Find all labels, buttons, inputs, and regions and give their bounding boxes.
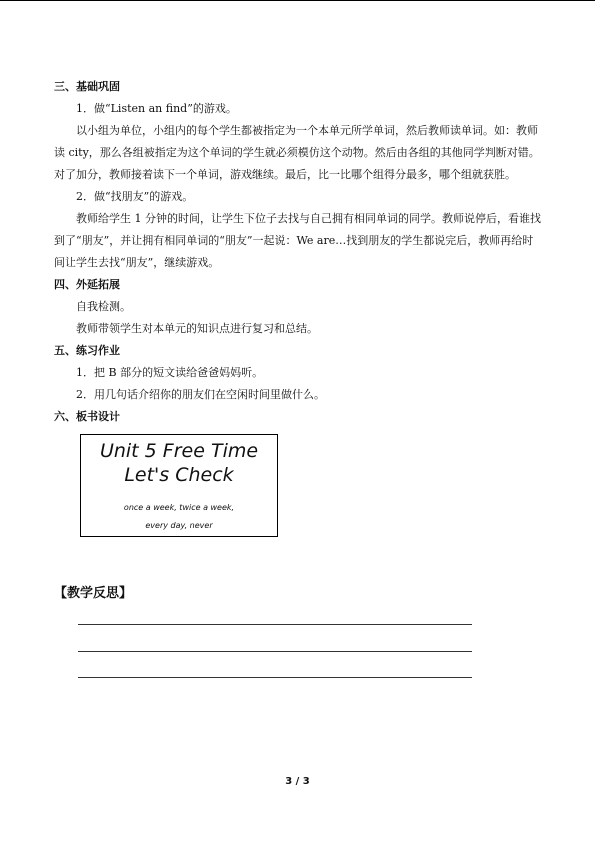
header-rule [0, 0, 595, 1]
reflection-line [78, 651, 472, 652]
paragraph: 教师给学生 1 分钟的时间，让学生下位子去找与自己拥有相同单词的同学。教师说停后，看谁找到了“朋友”，并让拥有相同单词的“朋友”一起说：We are…找到朋友的学生都说完后，教师再给时间让学生去找“朋友”，继续游戏。 [54, 212, 541, 269]
reflection-title: 【教学反思】 [54, 586, 133, 601]
paragraph: 教师带领学生对本单元的知识点进行复习和总结。 [76, 322, 318, 335]
reflection-line [78, 677, 472, 678]
page-number: 3 / 3 [285, 776, 310, 787]
blackboard-design-box [80, 434, 278, 537]
board-phrases: every day, never [145, 521, 213, 530]
section-heading-homework: 五、练习作业 [54, 344, 120, 357]
board-title: Unit 5 Free Time [99, 440, 259, 462]
paragraph: 以小组为单位，小组内的每个学生都被指定为一个本单元所学单词，然后教师读单词。如：教师读 city，那么各组被指定为这个单词的学生就必须模仿这个动物。然后由各组的其他同学判断对错。对了加分，教师接着读下一个单词，游戏继续。最后，比一比哪个组得分最多，哪个组就获胜。 [54, 124, 540, 181]
section-heading-extension: 四、外延拓展 [54, 278, 120, 291]
paragraph: 1．把 B 部分的短文读给爸爸妈妈听。 [76, 366, 264, 379]
paragraph: 1．做“Listen an find”的游戏。 [76, 102, 237, 115]
document-body [54, 76, 541, 537]
reflection-line [78, 624, 472, 625]
section-heading-board-design: 六、板书设计 [54, 410, 120, 423]
paragraph: 自我检测。 [76, 300, 131, 313]
section-heading-consolidation: 三、基础巩固 [54, 80, 120, 93]
paragraph: 2．用几句话介绍你的朋友们在空闲时间里做什么。 [76, 388, 325, 401]
board-subtitle: Let's Check [124, 464, 234, 486]
board-phrases: once a week, twice a week, [123, 503, 235, 512]
paragraph: 2．做“找朋友”的游戏。 [76, 190, 194, 203]
